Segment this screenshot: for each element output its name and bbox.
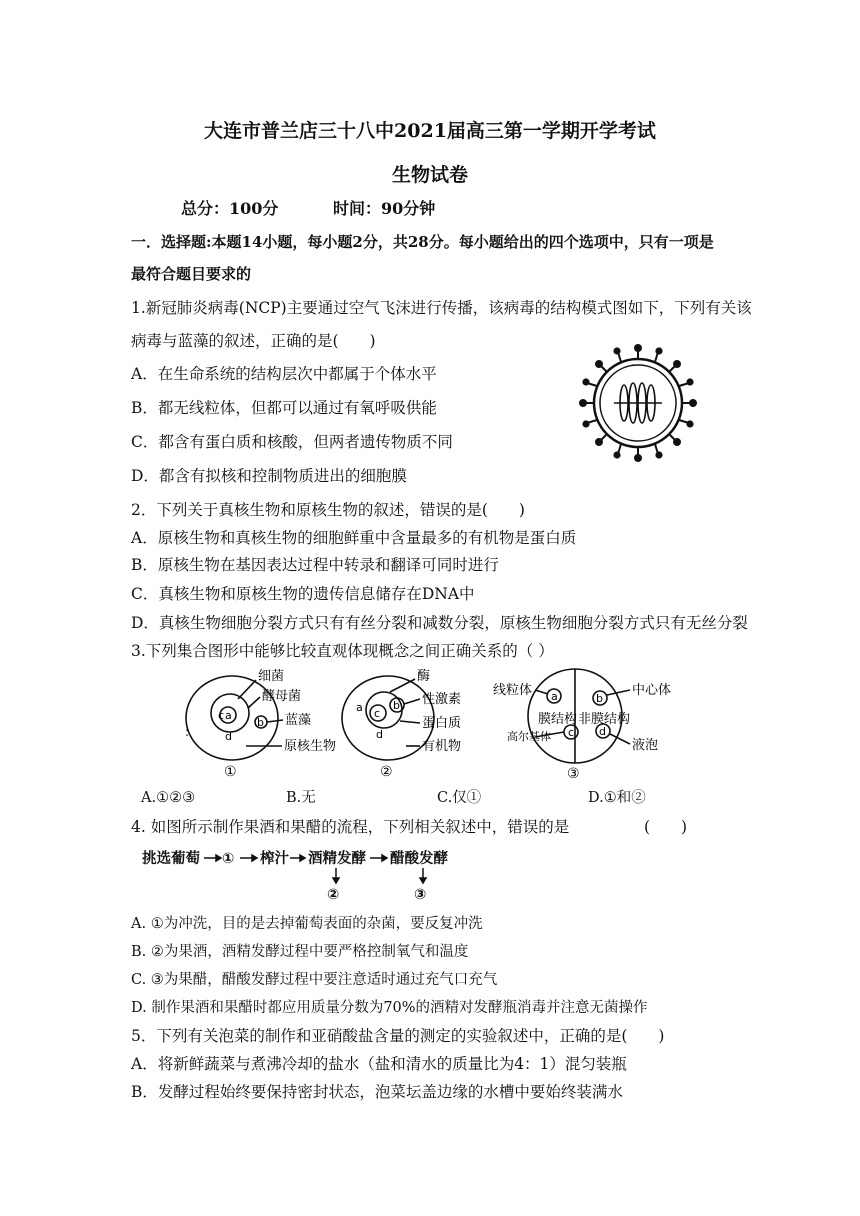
q3-option-b: B.无	[286, 790, 316, 806]
q3-option-a: A.①②③	[141, 790, 196, 806]
flow-step-select-grapes: 挑选葡萄	[142, 851, 200, 867]
fig3-letter-a: a	[551, 690, 558, 703]
virus-structure-figure	[578, 343, 698, 463]
fig3-label-membrane: 膜结构	[538, 712, 578, 727]
fig3-label-nonmembrane: 非膜结构	[578, 712, 631, 727]
q2-option-b: B．原核生物在基因表达过程中转录和翻译可同时进行	[131, 556, 499, 574]
fig1-label-yeast: 酵母菌	[262, 689, 302, 704]
q3-options	[0, 787, 860, 809]
flow-product-3: ③	[414, 887, 427, 903]
q4-answer-paren: ( )	[644, 818, 688, 836]
flow-product-2: ②	[327, 887, 340, 903]
total-score: 总分：100分	[181, 199, 279, 218]
q5-option-a: A．将新鲜蔬菜与煮沸冷却的盐水（盐和清水的质量比为4：1）混匀装瓶	[131, 1055, 627, 1073]
q2-option-d: D．真核生物细胞分裂方式只有有丝分裂和减数分裂，原核生物细胞分裂方式只有无丝分裂	[131, 614, 748, 632]
flow-step-press: 榨汁	[260, 851, 289, 867]
q4-option-b: B. ②为果酒，酒精发酵过程中要严格控制氧气和温度	[131, 944, 469, 960]
fig3-label-golgi: 高尔基体	[507, 730, 551, 743]
fig2-label-enzyme: 酶	[417, 669, 431, 684]
flow-step-1: ①	[222, 851, 235, 867]
q1-stem-line2: 病毒与蓝藻的叙述，正确的是( )	[131, 332, 376, 350]
q5-stem: 5．下列有关泡菜的制作和亚硝酸盐含量的测定的实验叙述中，正确的是( )	[131, 1027, 665, 1045]
q1-option-a: A．在生命系统的结构层次中都属于个体水平	[131, 365, 437, 383]
q4-option-a: A. ①为冲洗，目的是去掉葡萄表面的杂菌，要反复冲洗	[131, 916, 483, 932]
fig2-label-protein: 蛋白质	[422, 716, 462, 731]
fig3-label-centrosome: 中心体	[632, 683, 672, 698]
fig1-label-bacteria: 细菌	[258, 669, 285, 684]
svg-text::: :	[185, 725, 190, 739]
q3-option-c: C.仅①	[437, 790, 482, 806]
q2-option-a: A．原核生物和真核生物的细胞鲜重中含量最多的有机物是蛋白质	[131, 529, 577, 547]
fig2-number: ②	[380, 764, 393, 780]
q1-stem-line1: 1.新冠肺炎病毒(NCP)主要通过空气飞沫进行传播，该病毒的结构模式图如下，下列有关该	[131, 299, 752, 317]
q3-stem: 3.下列集合图形中能够比较直观体现概念之间正确关系的（ ）	[131, 642, 554, 660]
exam-subtitle: 生物试卷	[391, 164, 468, 186]
q4-option-d: D. 制作果酒和果醋时都应用质量分数为70%的酒精对发酵瓶消毒并注意无菌操作	[131, 1000, 648, 1016]
fig3-label-mitochondria: 线粒体	[493, 683, 533, 698]
fig2-label-sex-hormone: 性激素	[422, 692, 462, 707]
fig2-letter-c: c	[374, 707, 381, 720]
fig3-label-vacuole: 液泡	[632, 738, 659, 753]
fig1-letter-d: d	[225, 730, 232, 743]
q4-option-c: C. ③为果醋，醋酸发酵过程中要注意适时通过充气口充气	[131, 972, 498, 988]
flow-step-alcohol-ferment: 酒精发酵	[308, 851, 366, 867]
fig3-number: ③	[567, 766, 580, 782]
q5-option-b: B．发酵过程始终要保持密封状态，泡菜坛盖边缘的水槽中要始终装满水	[131, 1083, 623, 1101]
fig2-label-organic: 有机物	[422, 739, 462, 754]
fig2-letter-a: a	[356, 701, 363, 714]
fig2-letter-d: d	[376, 728, 383, 741]
q4-flow-diagram	[142, 846, 462, 904]
section-heading-line1: 一．选择题:本题14小题，每小题2分，共28分。每小题给出的四个选项中，只有一项是	[131, 233, 714, 251]
fig3-letter-d: d	[599, 725, 606, 738]
section-heading-line2: 最符合题目要求的	[131, 265, 252, 283]
q3-set-diagrams	[180, 666, 672, 786]
fig2-letter-b: b	[393, 699, 400, 712]
q2-stem: 2．下列关于真核生物和原核生物的叙述，错误的是( )	[131, 501, 525, 519]
fig1-label-prokaryote: 原核生物	[284, 739, 337, 754]
exam-time: 时间：90分钟	[333, 199, 436, 218]
fig1-letter-c: c	[218, 709, 225, 722]
fig1-letter-b: b	[257, 716, 264, 729]
q4-stem: 4. 如图所示制作果酒和果醋的流程，下列相关叙述中，错误的是	[131, 818, 570, 836]
q3-option-d: D.①和②	[588, 790, 646, 806]
q1-option-d: D．都含有拟核和控制物质进出的细胞膜	[131, 467, 407, 485]
flow-step-acetic-ferment: 醋酸发酵	[390, 851, 448, 867]
fig3-letter-b: b	[596, 692, 603, 705]
q1-option-c: C．都含有蛋白质和核酸，但两者遗传物质不同	[131, 433, 453, 451]
fig1-label-cyanobacteria: 蓝藻	[285, 713, 312, 728]
fig1-letter-a: a	[225, 709, 232, 722]
exam-title: 大连市普兰店三十八中2021届高三第一学期开学考试	[204, 120, 656, 142]
q2-option-c: C．真核生物和原核生物的遗传信息储存在DNA中	[131, 585, 475, 603]
fig1-number: ①	[224, 764, 237, 780]
fig3-letter-c: c	[568, 726, 575, 739]
q1-option-b: B．都无线粒体，但都可以通过有氧呼吸供能	[131, 399, 437, 417]
